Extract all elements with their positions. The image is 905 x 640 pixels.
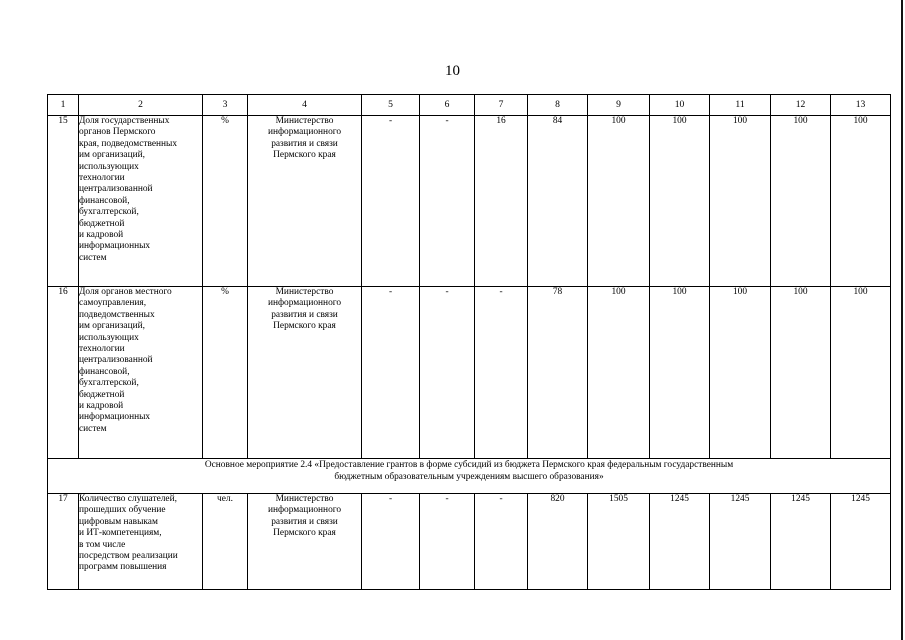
header-cell: 3 xyxy=(203,95,248,116)
value-cell: - xyxy=(420,494,475,590)
unit: чел. xyxy=(203,494,248,590)
value-cell: - xyxy=(362,494,420,590)
header-cell: 12 xyxy=(771,95,831,116)
table-row xyxy=(48,287,891,459)
value-cell: 100 xyxy=(771,116,831,287)
value-cell: 1505 xyxy=(588,494,650,590)
table-row xyxy=(48,494,891,590)
row-number: 16 xyxy=(48,287,79,459)
indicators-table xyxy=(47,94,891,590)
header-row xyxy=(48,95,891,116)
header-cell: 1 xyxy=(48,95,79,116)
value-cell: 78 xyxy=(528,287,588,459)
value-cell: 1245 xyxy=(650,494,710,590)
value-cell: - xyxy=(475,494,528,590)
indicator-name: Количество слушателей, прошедших обучение цифровым навыкам и ИТ-компетенциям, в том числе посредством реализации программ повышения xyxy=(79,494,203,590)
header-cell: 7 xyxy=(475,95,528,116)
header-cell: 5 xyxy=(362,95,420,116)
value-cell: 1245 xyxy=(771,494,831,590)
value-cell: 100 xyxy=(831,287,891,459)
header-cell: 10 xyxy=(650,95,710,116)
responsible-org: Министерство информационного развития и связи Пермского края xyxy=(248,494,362,590)
value-cell: 100 xyxy=(588,287,650,459)
header-cell: 2 xyxy=(79,95,203,116)
unit: % xyxy=(203,287,248,459)
row-number: 15 xyxy=(48,116,79,287)
row-number: 17 xyxy=(48,494,79,590)
header-cell: 11 xyxy=(710,95,771,116)
value-cell: - xyxy=(420,116,475,287)
value-cell: 100 xyxy=(771,287,831,459)
value-cell: 1245 xyxy=(710,494,771,590)
header-cell: 9 xyxy=(588,95,650,116)
unit: % xyxy=(203,116,248,287)
value-cell: 100 xyxy=(650,116,710,287)
value-cell: 1245 xyxy=(831,494,891,590)
section-title: Основное мероприятие 2.4 «Предоставление грантов в форме субсидий из бюджета Пермского края федеральным государственным бюджетным образовательным учреждениям высшего образования» xyxy=(48,459,891,494)
value-cell: 820 xyxy=(528,494,588,590)
value-cell: 100 xyxy=(588,116,650,287)
value-cell: 100 xyxy=(831,116,891,287)
value-cell: 84 xyxy=(528,116,588,287)
header-cell: 13 xyxy=(831,95,891,116)
section-row xyxy=(48,459,891,494)
responsible-org: Министерство информационного развития и связи Пермского края xyxy=(248,287,362,459)
header-cell: 4 xyxy=(248,95,362,116)
value-cell: 16 xyxy=(475,116,528,287)
responsible-org: Министерство информационного развития и связи Пермского края xyxy=(248,116,362,287)
value-cell: - xyxy=(475,287,528,459)
table-row xyxy=(48,116,891,287)
header-cell: 6 xyxy=(420,95,475,116)
indicator-name: Доля государственных органов Пермского края, подведомственных им организаций, использующих технологии централизованной финансовой, бухгалтерской, бюджетной и кадровой информационных систем xyxy=(79,116,203,287)
value-cell: - xyxy=(420,287,475,459)
page-edge xyxy=(901,0,903,640)
value-cell: - xyxy=(362,287,420,459)
value-cell: - xyxy=(362,116,420,287)
indicator-name: Доля органов местного самоуправления, подведомственных им организаций, использующих технологии централизованной финансовой, бухгалтерской, бюджетной и кадровой информационных систем xyxy=(79,287,203,459)
page-number: 10 xyxy=(445,63,460,79)
value-cell: 100 xyxy=(650,287,710,459)
value-cell: 100 xyxy=(710,287,771,459)
value-cell: 100 xyxy=(710,116,771,287)
header-cell: 8 xyxy=(528,95,588,116)
